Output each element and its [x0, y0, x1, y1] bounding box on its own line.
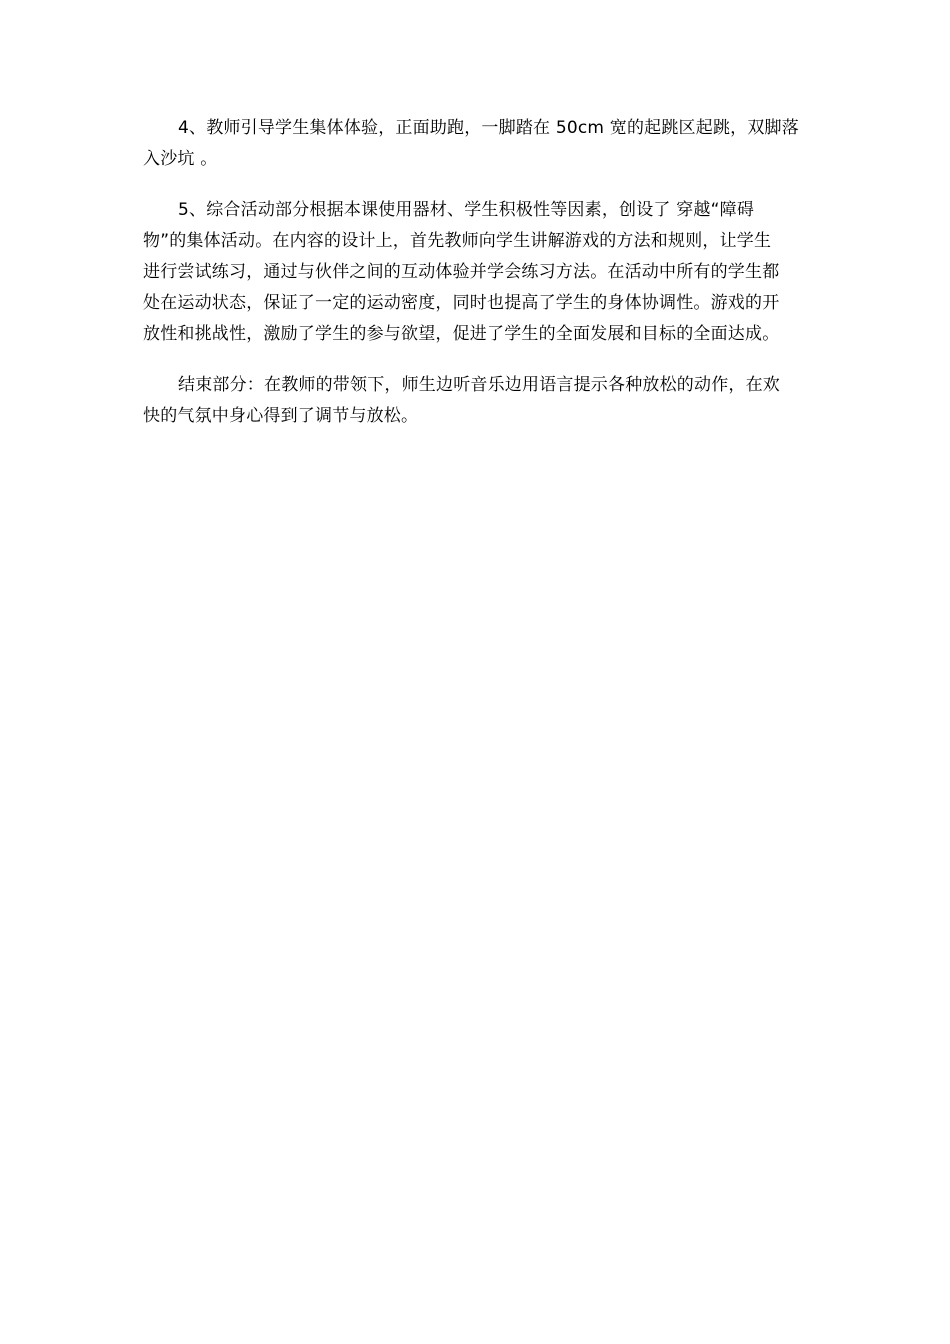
paragraph-line: 结束部分：在教师的带领下，师生边听音乐边用语言提示各种放松的动作，在欢	[178, 375, 780, 395]
paragraph-line: 5、综合活动部分根据本课使用器材、学生积极性等因素，创设了 穿越“障碍	[178, 200, 755, 220]
paragraph-line: 物”的集体活动。在内容的设计上，首先教师向学生讲解游戏的方法和规则，让学生	[143, 231, 772, 251]
paragraph-step-5	[143, 195, 807, 350]
paragraph-line: 放性和挑战性，激励了学生的参与欲望，促进了学生的全面发展和目标的全面达成。	[143, 324, 780, 344]
paragraph-closing	[143, 370, 807, 432]
paragraph-line: 快的气氛中身心得到了调节与放松。	[143, 406, 419, 426]
paragraph-step-4	[143, 113, 807, 175]
paragraph-line: 入沙坑 。	[143, 149, 218, 169]
paragraph-line: 处在运动状态，保证了一定的运动密度，同时也提高了学生的身体协调性。游戏的开	[143, 293, 780, 313]
document-body	[143, 113, 807, 452]
paragraph-line: 进行尝试练习，通过与伙伴之间的互动体验并学会练习方法。在活动中所有的学生都	[143, 262, 780, 282]
paragraph-line: 4、教师引导学生集体体验，正面助跑，一脚踏在 50cm 宽的起跳区起跳，双脚落	[178, 118, 799, 138]
